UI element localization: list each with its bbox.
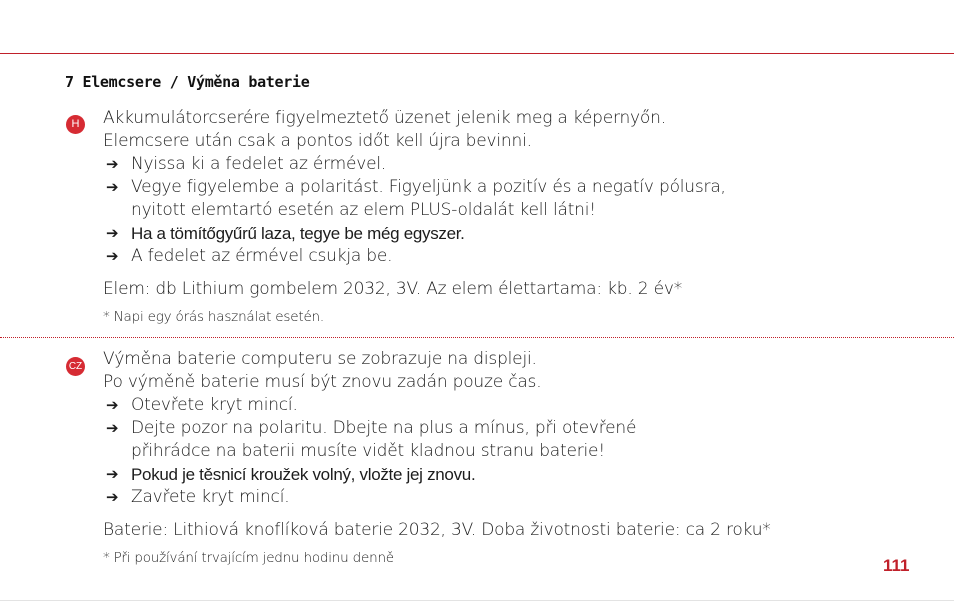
language-badge-hu: H	[66, 115, 85, 134]
section-divider	[0, 337, 954, 338]
step-text: přihrádce na baterii musíte vidět kladnou stranu baterie!	[131, 441, 605, 461]
header-rule	[0, 53, 954, 54]
footer-rule	[0, 600, 954, 601]
step-continuation	[103, 440, 903, 463]
step-item	[103, 245, 903, 268]
step-item	[103, 394, 903, 417]
intro-line: Akkumulátorcserére figyelmeztető üzenet jelenik meg a képernyőn.	[103, 108, 666, 128]
section-hungarian	[103, 107, 903, 327]
step-text: nyitott elemtartó esetén az elem PLUS-oldalát kell látni!	[131, 200, 596, 220]
step-item	[103, 153, 903, 176]
step-text: Zavřete kryt mincí.	[131, 487, 290, 507]
arrow-right-icon: ➔	[106, 488, 119, 506]
step-text: Nyissa ki a fedelet az érmével.	[131, 154, 387, 174]
section-title: 7 Elemcsere / Výměna baterie	[65, 73, 310, 91]
step-item	[103, 463, 903, 486]
step-text: Pokud je těsnicí kroužek volný, vložte jej znovu.	[131, 465, 476, 484]
intro-line: Elemcsere után csak a pontos időt kell újra bevinni.	[103, 131, 532, 151]
step-item	[103, 486, 903, 509]
step-continuation	[103, 199, 903, 222]
step-text: Otevřete kryt mincí.	[131, 395, 298, 415]
step-item	[103, 222, 903, 245]
step-text: Vegye figyelembe a polaritást. Figyeljünk a pozitív és a negatív pólusra,	[131, 177, 726, 197]
arrow-right-icon: ➔	[106, 247, 119, 265]
step-text: A fedelet az érmével csukja be.	[131, 246, 393, 266]
language-badge-cz: CZ	[66, 357, 85, 376]
section-czech	[103, 348, 903, 568]
intro-line: Výměna baterie computeru se zobrazuje na displeji.	[103, 349, 537, 369]
step-text: Ha a tömítőgyűrű laza, tegye be még egyszer.	[131, 224, 465, 243]
arrow-right-icon: ➔	[106, 155, 119, 173]
arrow-right-icon: ➔	[106, 178, 119, 196]
step-text: Dejte pozor na polaritu. Dbejte na plus a mínus, při otevřené	[131, 418, 637, 438]
arrow-right-icon: ➔	[106, 419, 119, 437]
footnote: * Napi egy órás használat esetén.	[103, 309, 324, 325]
intro-line: Po výměně baterie musí být znovu zadán pouze čas.	[103, 372, 542, 392]
battery-spec: Elem: db Lithium gombelem 2032, 3V. Az elem élettartama: kb. 2 év*	[103, 279, 683, 299]
footnote: * Při používání trvajícím jednu hodinu denně	[103, 550, 394, 566]
arrow-right-icon: ➔	[106, 466, 119, 483]
arrow-right-icon: ➔	[106, 396, 119, 414]
page-number: 111	[883, 556, 910, 575]
step-item	[103, 176, 903, 199]
battery-spec: Baterie: Lithiová knoflíková baterie 2032, 3V. Doba životnosti baterie: ca 2 roku*	[103, 520, 771, 540]
arrow-right-icon: ➔	[106, 225, 119, 242]
step-item	[103, 417, 903, 440]
